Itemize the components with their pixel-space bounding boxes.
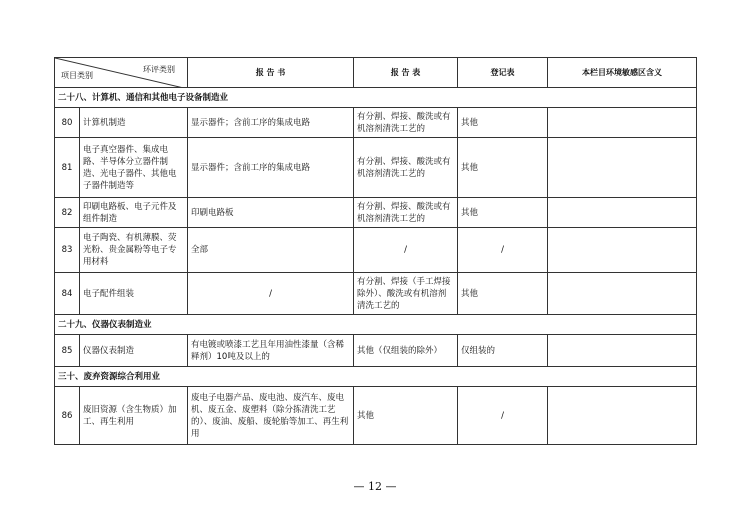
header-row — [55, 58, 697, 88]
row-number: 86 — [55, 387, 80, 445]
sensitive-area-cell — [548, 335, 697, 367]
diagonal-header-cell — [55, 58, 188, 88]
table-row — [55, 387, 697, 445]
header-report-form: 报 告 表 — [354, 58, 458, 88]
section-title-30: 三十、废弃资源综合利用业 — [55, 367, 697, 387]
registration-cell: / — [458, 387, 548, 445]
report-book-cell: 废电子电器产品、废电池、废汽车、废电机、废五金、废塑料（除分拣清洗工艺的）、废油、废船、废轮胎等加工、再生利用 — [188, 387, 354, 445]
registration-cell: 其他 — [458, 138, 548, 198]
report-form-cell: 有分割、焊接、酸洗或有机溶剂清洗工艺的 — [354, 108, 458, 138]
header-sensitive-area: 本栏目环境敏感区含义 — [548, 58, 697, 88]
project-category: 仪器仪表制造 — [80, 335, 188, 367]
sensitive-area-cell — [548, 387, 697, 445]
sensitive-area-cell — [548, 108, 697, 138]
report-form-cell: 其他（仅组装的除外） — [354, 335, 458, 367]
report-book-cell: 有电镀或喷漆工艺且年用油性漆量（含稀释剂）10吨及以上的 — [188, 335, 354, 367]
row-number: 85 — [55, 335, 80, 367]
header-project-category: 项目类别 — [61, 71, 93, 80]
section-row — [55, 315, 697, 335]
report-book-cell: / — [188, 273, 354, 315]
report-book-cell: 印刷电路板 — [188, 198, 354, 228]
row-number: 81 — [55, 138, 80, 198]
sensitive-area-cell — [548, 138, 697, 198]
section-title-28: 二十八、计算机、通信和其他电子设备制造业 — [55, 88, 697, 108]
page-number: — 12 — — [353, 480, 397, 493]
report-form-cell: 有分割、焊接（手工焊接除外）、酸洗或有机溶剂清洗工艺的 — [354, 273, 458, 315]
table-row — [55, 198, 697, 228]
project-category: 计算机制造 — [80, 108, 188, 138]
sensitive-area-cell — [548, 228, 697, 273]
project-category: 电子陶瓷、有机薄膜、荧光粉、贵金属粉等电子专用材料 — [80, 228, 188, 273]
registration-cell: 其他 — [458, 198, 548, 228]
registration-cell: / — [458, 228, 548, 273]
sensitive-area-cell — [548, 198, 697, 228]
registration-cell: 仅组装的 — [458, 335, 548, 367]
header-report-book: 报 告 书 — [188, 58, 354, 88]
report-book-cell: 全部 — [188, 228, 354, 273]
table-row — [55, 335, 697, 367]
row-number: 83 — [55, 228, 80, 273]
row-number: 82 — [55, 198, 80, 228]
registration-cell: 其他 — [458, 273, 548, 315]
report-book-cell: 显示器件；含前工序的集成电路 — [188, 108, 354, 138]
header-eia-category: 环评类别 — [143, 65, 175, 74]
report-form-cell: 其他 — [354, 387, 458, 445]
registration-cell: 其他 — [458, 108, 548, 138]
eia-classification-table — [54, 57, 697, 445]
project-category: 印刷电路板、电子元件及组件制造 — [80, 198, 188, 228]
sensitive-area-cell — [548, 273, 697, 315]
project-category: 电子真空器件、集成电路、半导体分立器件制造、光电子器件、其他电子器件制造等 — [80, 138, 188, 198]
table-row — [55, 108, 697, 138]
table-row — [55, 138, 697, 198]
project-category: 电子配件组装 — [80, 273, 188, 315]
report-form-cell: 有分割、焊接、酸洗或有机溶剂清洗工艺的 — [354, 138, 458, 198]
table-row — [55, 273, 697, 315]
report-form-cell: / — [354, 228, 458, 273]
report-form-cell: 有分割、焊接、酸洗或有机溶剂清洗工艺的 — [354, 198, 458, 228]
section-row — [55, 367, 697, 387]
table-row — [55, 228, 697, 273]
row-number: 84 — [55, 273, 80, 315]
project-category: 废旧资源（含生物质）加工、再生利用 — [80, 387, 188, 445]
section-row — [55, 88, 697, 108]
report-book-cell: 显示器件；含前工序的集成电路 — [188, 138, 354, 198]
header-registration-form: 登记表 — [458, 58, 548, 88]
section-title-29: 二十九、仪器仪表制造业 — [55, 315, 697, 335]
row-number: 80 — [55, 108, 80, 138]
